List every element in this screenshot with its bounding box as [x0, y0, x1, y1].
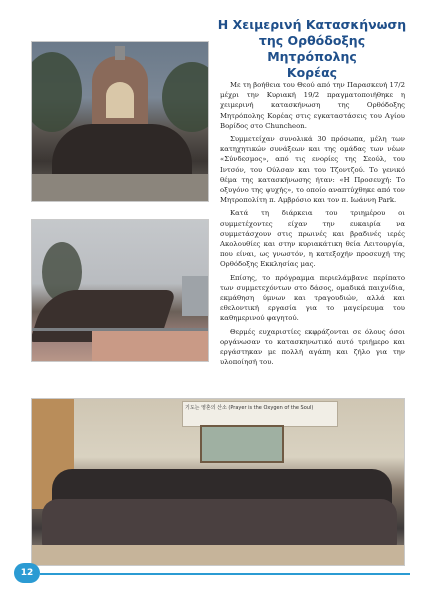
banner-text: 기도는 영혼의 산소 (Prayer is the Oxygen of the Soul): [185, 405, 314, 411]
tree: [162, 62, 209, 132]
tree: [31, 52, 82, 132]
path: [92, 330, 208, 361]
railing: [32, 328, 208, 331]
paragraph-2: Συμμετείχαν συνολικά 30 πρόσωπα, μέλη των κατηχητικών συνάξεων και της ομάδας των νέων «Σύνδεσμος», από τις ενορίες της Σεούλ, του Ιντσόν, του Ούλσαν και του Τζοντζού. Το γενικό θέμα της κατασκήνωσης ήταν: «Η Προσευχή: Το οξυγόνο της ψυχής», το οποίο αναπτύχθηκε από τον Μητροπολίτη π. Αμβρόσιο και τον π. Ιωάννη Park.: [220, 135, 405, 205]
church-door: [106, 82, 134, 118]
group-photo-church: [31, 41, 209, 202]
steps: [32, 174, 208, 201]
paragraph-4: Επίσης, το πρόγραμμα περιελάμβανε περίπατο των συμμετεχόντων στο δάσος, ομαδικά παιχνίδια, εκμάθηση ύμνων και τραγουδιών, αλλά και εθελοντική εργασία για το μαγείρευμα του καθημερινού φαγητού.: [220, 273, 405, 323]
building: [182, 276, 208, 316]
paragraph-3: Κατά τη διάρκεια του τριημέρου οι συμμετέχοντες είχαν την ευκαιρία να συμμετάσχουν στις πρωινές και βραδινές ιερές Ακολουθίες και στην κυριακάτικη θεία Λειτουργία, που είναι, ως γνωστόν, η κατεξοχήν προσευχή της Ορθόδοξης Εκκλησίας μας.: [220, 209, 405, 269]
banner: [182, 401, 338, 427]
title-line-1: Η Χειμερινή Κατασκήνωση: [217, 17, 407, 32]
group-photo-path: [31, 219, 209, 362]
article-body: [220, 80, 405, 370]
map-poster: [200, 425, 284, 463]
floor: [32, 545, 404, 565]
church-cross: [115, 46, 125, 60]
paragraph-5: Θερμές ευχαριστίες εκφράζονται σε όλους όσοι οργάνωσαν το κατασκηνωτικό αυτό τριήμερο και εργάστηκαν με πολλή αγάπη και ζήλο για την υλοποίησή του.: [220, 327, 405, 367]
paragraph-1: Με τη βοήθεια του Θεού από την Παρασκευή 17/2 μέχρι την Κυριακή 19/2 πραγματοποιήθηκε η χειμερινή κατασκήνωση της Ορθόδοξης Μητρόπολης Κορέας στις εγκαταστάσεις του Αγίου Βορίδος στο Chuncheon.: [220, 81, 405, 130]
footer-rule: [40, 573, 410, 575]
group-photo-indoor: [31, 398, 405, 566]
page-number: 12: [14, 563, 40, 583]
title-line-3: Κορέας: [286, 65, 338, 80]
title-line-2: της Ορθόδοξης Μητρόπολης: [258, 33, 366, 64]
front-row-people: [42, 499, 397, 549]
article-title: [215, 17, 409, 81]
